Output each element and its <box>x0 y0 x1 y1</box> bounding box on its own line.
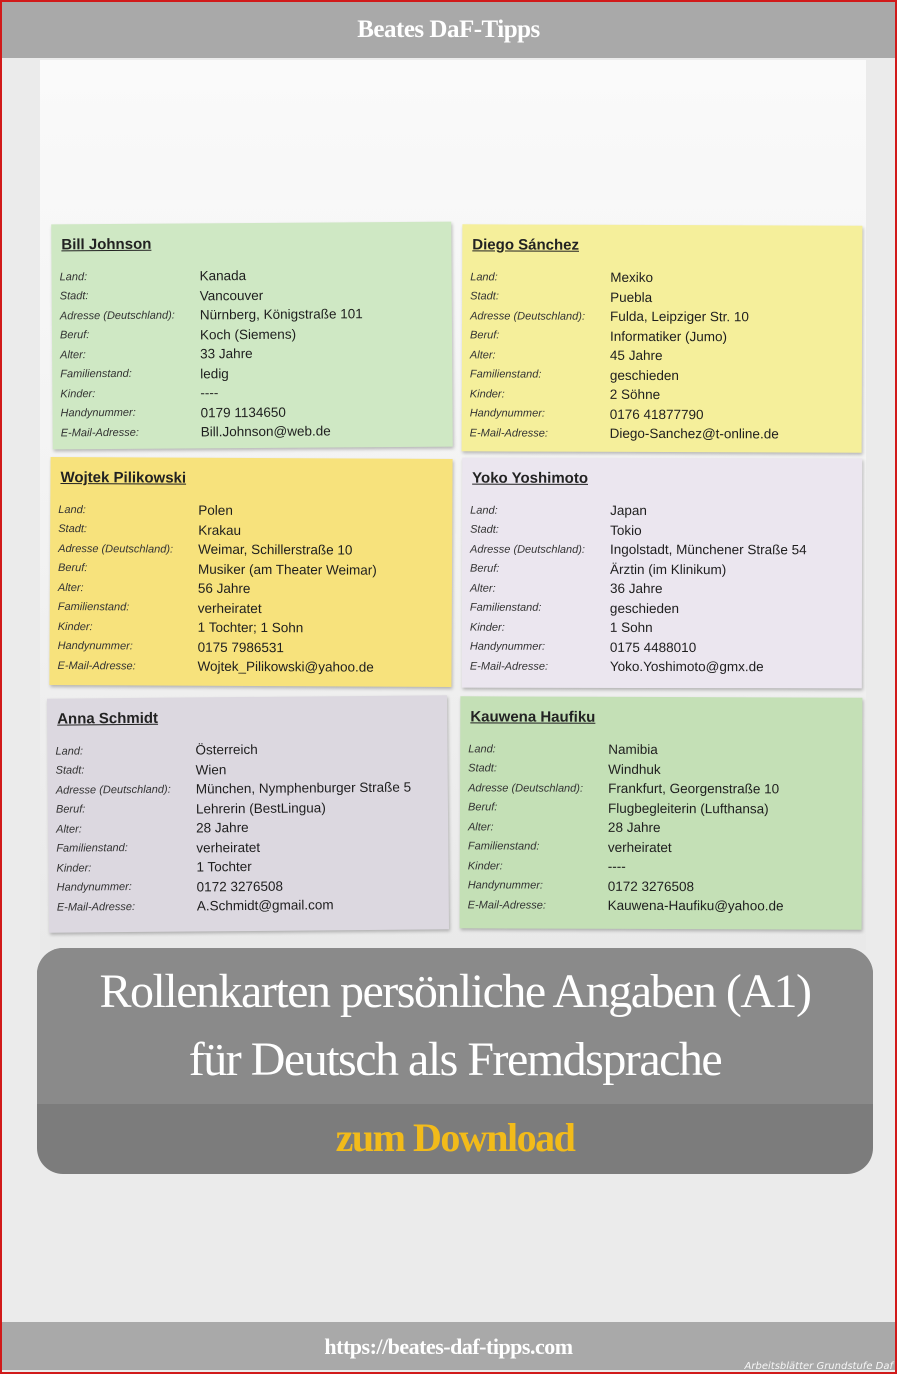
field-value: 56 Jahre <box>197 580 251 597</box>
field-value: Diego-Sanchez@t-online.de <box>609 426 779 442</box>
field-label: Alter: <box>60 348 86 362</box>
card-field-row <box>470 618 854 638</box>
card-field-row <box>470 579 854 599</box>
field-label: Stadt: <box>470 523 499 536</box>
field-value: ledig <box>200 365 229 382</box>
card-name: Diego Sánchez <box>472 236 580 254</box>
role-card <box>462 224 863 452</box>
field-label: E-Mail-Adresse: <box>469 660 549 673</box>
field-value: 0175 4488010 <box>609 639 697 655</box>
field-value: Nürnberg, Königstraße 101 <box>199 306 363 323</box>
card-field-row <box>470 540 854 560</box>
field-label: E-Mail-Adresse: <box>57 659 136 673</box>
card-field-row <box>470 637 854 657</box>
field-label: Familienstand: <box>467 840 540 853</box>
card-field-row <box>61 421 445 443</box>
download-link[interactable]: zum Download <box>335 1115 575 1160</box>
banner-title-line1: Rollenkarten persönliche Angaben (A1) <box>99 965 811 1018</box>
field-label: Familienstand: <box>60 368 132 381</box>
field-label: E-Mail-Adresse: <box>60 426 139 440</box>
site-title: Beates DaF-Tipps <box>2 2 895 58</box>
field-value: ---- <box>607 859 626 875</box>
field-value: 1 Tochter; 1 Sohn <box>197 619 304 636</box>
field-label: Adresse (Deutschland): <box>58 542 174 556</box>
field-value: Koch (Siemens) <box>199 326 297 343</box>
field-label: Alter: <box>56 823 82 836</box>
card-field-row <box>57 656 443 678</box>
field-label: Land: <box>468 743 496 756</box>
field-value: 28 Jahre <box>607 820 661 836</box>
field-label: Adresse (Deutschland): <box>55 783 171 797</box>
card-field-row <box>470 365 854 386</box>
card-field-row <box>470 404 854 425</box>
field-value: Puebla <box>610 289 653 305</box>
card-name: Bill Johnson <box>61 235 152 254</box>
card-field-row <box>470 326 854 347</box>
field-value: 0179 1134650 <box>200 404 286 421</box>
card-field-row <box>470 345 854 366</box>
field-value: Vancouver <box>199 287 264 304</box>
field-label: Adresse (Deutschland): <box>59 309 175 323</box>
card-name: Wojtek Pilikowski <box>60 469 187 487</box>
card-field-row <box>60 284 444 306</box>
field-label: E-Mail-Adresse: <box>469 427 548 440</box>
field-value: geschieden <box>609 600 680 616</box>
field-value: Kanada <box>199 268 247 284</box>
field-value: 36 Jahre <box>609 581 663 597</box>
field-value: 2 Söhne <box>609 387 661 403</box>
role-card <box>51 222 453 450</box>
field-label: Beruf: <box>469 329 500 342</box>
corner-caption: Arbeitsblätter Grundstufe Daf <box>744 1361 893 1372</box>
card-field-row <box>468 739 854 760</box>
field-value: 45 Jahre <box>609 348 663 364</box>
field-value: 33 Jahre <box>200 346 253 362</box>
field-value: Ingolstadt, Münchener Straße 54 <box>610 542 807 558</box>
field-value: Musiker (am Theater Weimar) <box>197 561 377 578</box>
role-card <box>49 457 452 687</box>
field-value: 0172 3276508 <box>607 878 695 894</box>
banner-title-line2: für Deutsch als Fremdsprache <box>188 1033 722 1086</box>
role-card <box>462 458 862 689</box>
card-field-row <box>60 382 444 404</box>
field-label: Beruf: <box>59 329 90 342</box>
field-value: Flugbegleiterin (Lufthansa) <box>607 800 769 817</box>
card-name: Anna Schmidt <box>57 709 159 728</box>
field-value: verheiratet <box>197 600 262 616</box>
field-label: Adresse (Deutschland): <box>470 543 586 556</box>
field-label: E-Mail-Adresse: <box>56 900 136 914</box>
field-value: Polen <box>198 502 233 519</box>
field-label: Kinder: <box>57 620 93 633</box>
field-label: Land: <box>58 503 86 516</box>
card-field-row <box>60 343 444 365</box>
field-value: Weimar, Schillerstraße 10 <box>198 541 353 558</box>
card-field-row <box>468 798 854 819</box>
card-field-row <box>60 401 444 423</box>
card-field-row <box>470 657 854 677</box>
site-url-link[interactable]: https://beates-daf-tipps.com <box>2 1322 895 1370</box>
card-field-row <box>58 636 444 658</box>
card-field-row <box>468 778 854 799</box>
card-field-row <box>58 500 444 522</box>
field-value: Lehrerin (BestLingua) <box>195 800 326 817</box>
field-value: Windhuk <box>608 761 661 777</box>
field-label: Stadt: <box>59 290 89 303</box>
field-value: A.Schmidt@gmail.com <box>196 897 334 914</box>
card-field-row <box>57 894 441 917</box>
card-field-row <box>58 617 444 639</box>
field-value: Wojtek_Pilikowski@yahoo.de <box>197 658 374 675</box>
field-label: Land: <box>470 271 498 284</box>
field-value: Fulda, Leipziger Str. 10 <box>610 309 749 325</box>
field-label: Familienstand: <box>469 601 542 615</box>
card-name: Kauwena Haufiku <box>470 708 596 726</box>
card-field-row <box>470 384 854 405</box>
field-label: Kinder: <box>469 621 505 634</box>
field-label: Beruf: <box>469 562 500 575</box>
field-value: 0176 41877790 <box>609 406 704 422</box>
card-field-row <box>470 520 854 540</box>
card-field-row <box>468 837 854 858</box>
field-value: Österreich <box>195 742 258 758</box>
field-label: Alter: <box>57 581 84 594</box>
field-label: Beruf: <box>467 801 498 814</box>
field-label: Handynummer: <box>469 407 545 420</box>
card-field-row <box>468 856 854 877</box>
field-value: Mexiko <box>610 270 654 286</box>
field-label: Adresse (Deutschland): <box>470 310 586 323</box>
card-field-row <box>58 539 444 561</box>
card-field-row <box>470 501 854 521</box>
card-field-row <box>60 362 444 384</box>
card-field-row <box>470 287 854 308</box>
field-value: 1 Sohn <box>609 620 653 636</box>
field-value: Tokio <box>610 522 642 538</box>
field-label: Stadt: <box>55 764 85 777</box>
field-value: Wien <box>195 761 227 778</box>
field-label: Stadt: <box>470 290 499 303</box>
field-value: Krakau <box>198 522 242 538</box>
title-banner[interactable] <box>37 948 873 1174</box>
field-label: Familienstand: <box>57 601 130 614</box>
card-field-row <box>470 559 854 579</box>
field-label: Alter: <box>469 582 496 595</box>
card-name: Yoko Yoshimoto <box>472 469 589 487</box>
field-label: Handynummer: <box>469 640 546 654</box>
field-label: Handynummer: <box>56 881 132 894</box>
card-field-row <box>468 759 854 780</box>
field-value: Frankfurt, Georgenstraße 10 <box>608 781 780 797</box>
field-label: Handynummer: <box>60 407 136 420</box>
field-value: Informatiker (Jumo) <box>609 328 728 344</box>
field-value: 0172 3276508 <box>196 878 284 895</box>
field-label: Familienstand: <box>469 368 542 381</box>
field-label: Kinder: <box>467 860 503 873</box>
card-field-row <box>58 519 444 541</box>
field-label: Land: <box>59 270 88 284</box>
field-value: verheiratet <box>196 839 261 856</box>
field-label: Land: <box>55 745 84 758</box>
field-value: Namibia <box>608 742 658 758</box>
card-field-row <box>470 423 854 444</box>
field-label: Handynummer: <box>467 879 543 892</box>
field-value: 1 Tochter <box>196 859 252 875</box>
role-card <box>47 695 449 932</box>
field-label: E-Mail-Adresse: <box>467 899 546 912</box>
field-label: Alter: <box>469 349 496 362</box>
card-field-row <box>58 558 444 580</box>
field-value: Bill.Johnson@web.de <box>200 423 331 440</box>
field-label: Stadt: <box>58 523 88 536</box>
card-field-row <box>470 598 854 618</box>
field-label: Kinder: <box>56 862 92 875</box>
field-value: Japan <box>610 503 647 519</box>
role-card <box>460 696 863 929</box>
field-value: Ärztin (im Klinikum) <box>609 561 727 577</box>
field-value: München, Nymphenburger Straße 5 <box>195 779 412 797</box>
card-field-row <box>60 265 444 287</box>
field-label: Beruf: <box>57 562 88 575</box>
field-value: verheiratet <box>607 839 672 855</box>
field-label: Familienstand: <box>56 842 128 855</box>
field-label: Kinder: <box>60 387 96 401</box>
field-label: Kinder: <box>469 388 505 401</box>
field-label: Alter: <box>467 821 494 834</box>
card-field-row <box>60 304 444 326</box>
field-label: Adresse (Deutschland): <box>468 782 584 795</box>
card-field-row <box>468 817 854 838</box>
field-value: ---- <box>200 385 219 401</box>
field-label: Stadt: <box>468 762 497 775</box>
card-field-row <box>60 323 444 345</box>
field-label: Beruf: <box>55 803 86 816</box>
field-value: 0175 7986531 <box>197 639 284 655</box>
card-field-row <box>468 895 854 916</box>
card-field-row <box>58 578 444 600</box>
field-value: Yoko.Yoshimoto@gmx.de <box>609 659 764 675</box>
field-label: Handynummer: <box>57 640 133 653</box>
card-field-row <box>470 267 854 288</box>
field-value: Kauwena-Haufiku@yahoo.de <box>607 898 784 914</box>
card-field-row <box>470 306 854 327</box>
card-field-row <box>468 876 854 897</box>
card-field-row <box>58 597 444 619</box>
field-value: 28 Jahre <box>196 820 249 836</box>
field-value: geschieden <box>609 367 679 383</box>
field-label: Land: <box>470 504 498 517</box>
